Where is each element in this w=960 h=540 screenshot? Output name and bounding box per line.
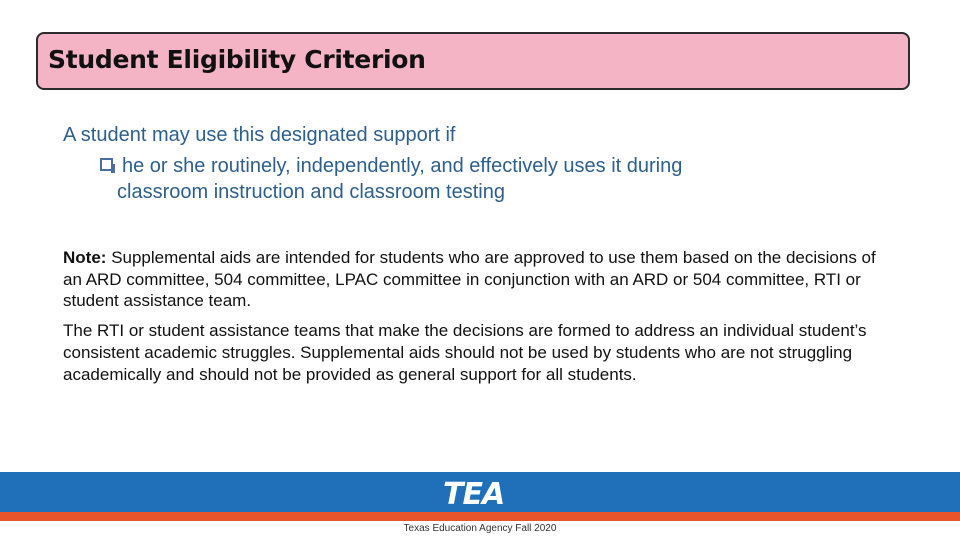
note-label: Note: [63, 248, 107, 267]
footer-orange-stripe [0, 512, 960, 521]
bullet-text-line2: classroom instruction and classroom testing [117, 181, 505, 203]
footer-caption: Texas Education Agency Fall 2020 [403, 523, 557, 534]
note-paragraph [63, 247, 893, 312]
rti-paragraph: The RTI or student assistance teams that make the decisions are formed to address an individual student’s consistent academic struggles. Supplemental aids should not be used by students who are not struggling academically and should not be provided as general support for all students. [63, 321, 867, 384]
tea-logo-text: TEA [443, 477, 505, 510]
intro-text: A student may use this designated support if [63, 124, 456, 146]
note-text: Supplemental aids are intended for students who are approved to use them based on the decisions of an ARD committee, 504 committee, LPAC committee in conjunction with an ARD or 504 committee, RTI or student assistance team. [63, 248, 876, 310]
bullet-item [100, 153, 860, 179]
page-title: Student Eligibility Criterion [48, 45, 426, 74]
bullet-text-line1: he or she routinely, independently, and effectively uses it during [122, 155, 683, 177]
checkbox-bullet-icon [100, 158, 113, 171]
tea-logo [441, 474, 523, 510]
title-banner [36, 32, 910, 90]
